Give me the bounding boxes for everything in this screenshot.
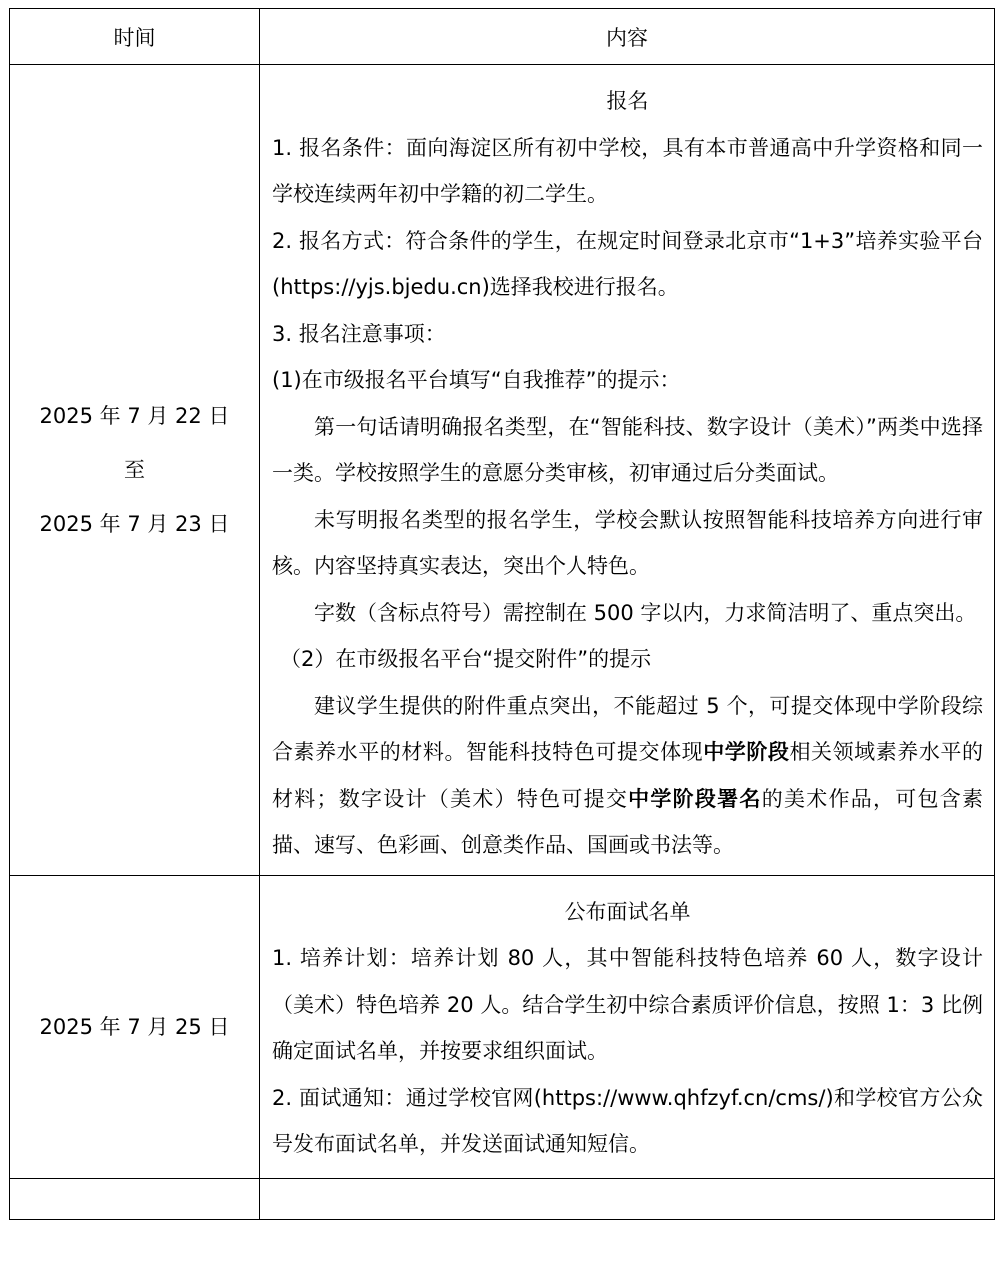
paragraph: 2. 面试通知：通过学校官网(https://www.qhfzyf.cn/cms/)和学校官方公众号发布面试名单，并发送面试通知短信。	[272, 1085, 983, 1156]
paragraph: 3. 报名注意事项：	[272, 321, 446, 346]
bold-text: 中学阶段署名	[628, 786, 762, 811]
bold-text: 中学阶段	[703, 740, 790, 764]
time-start: 2025 年 7 月 22 日	[39, 403, 230, 428]
time-cell	[10, 65, 260, 876]
content-cell	[260, 875, 995, 1178]
paragraph: 2. 报名方式：符合条件的学生，在规定时间登录北京市“1+3”培养实验平台(https://yjs.bjedu.cn)选择我校进行报名。	[272, 228, 983, 299]
time-cell: 2025 年 7 月 25 日	[10, 875, 260, 1178]
section-title: 报名	[606, 89, 649, 113]
text-run: 相关领域素养水平的材料；数字设计（美术）特色可提交	[272, 740, 983, 811]
paragraph: 1. 报名条件：面向海淀区所有初中学校，具有本市普通高中升学资格和同一学校连续两年初中学籍的初二学生。	[272, 135, 983, 206]
table-header-row	[10, 9, 995, 65]
paragraph: 未写明报名类型的报名学生，学校会默认按照智能科技培养方向进行审核。内容坚持真实表达，突出个人特色。	[272, 507, 983, 578]
table-row	[10, 875, 995, 1178]
time-cell	[10, 1178, 260, 1219]
paragraph	[272, 683, 983, 869]
paragraph: 1. 培养计划：培养计划 80 人，其中智能科技特色培养 60 人，数字设计（美术）特色培养 20 人。结合学生初中综合素质评价信息，按照 1：3 比例确定面试名单，并按要求组织面试。	[272, 946, 983, 1063]
text-run: 建议学生提供的附件重点突出，不能超过 5 个，可提交体现中学阶段综合素养水平的材料。智能科技特色可提交体现	[272, 693, 983, 764]
paragraph: （2）在市级报名平台“提交附件”的提示	[280, 647, 652, 671]
section-title: 公布面试名单	[564, 899, 691, 924]
header-content: 内容	[260, 9, 995, 65]
table-row	[10, 65, 995, 876]
paragraph: 字数（含标点符号）需控制在 500 字以内，力求简洁明了、重点突出。	[314, 600, 977, 625]
header-time: 时间	[10, 9, 260, 65]
content-cell	[260, 1178, 995, 1219]
time-end: 2025 年 7 月 23 日	[39, 511, 230, 536]
paragraph: (1)在市级报名平台填写“自我推荐”的提示：	[272, 368, 681, 392]
time-separator: 至	[124, 457, 145, 482]
schedule-table	[9, 8, 995, 1220]
table-row	[10, 1178, 995, 1219]
content-cell	[260, 65, 995, 876]
paragraph: 第一句话请明确报名类型，在“智能科技、数字设计（美术）”两类中选择一类。学校按照学生的意愿分类审核，初审通过后分类面试。	[272, 414, 983, 485]
text-run: 的美术作品，可包含素描、速写、色彩画、创意类作品、国画或书法等。	[272, 786, 984, 857]
